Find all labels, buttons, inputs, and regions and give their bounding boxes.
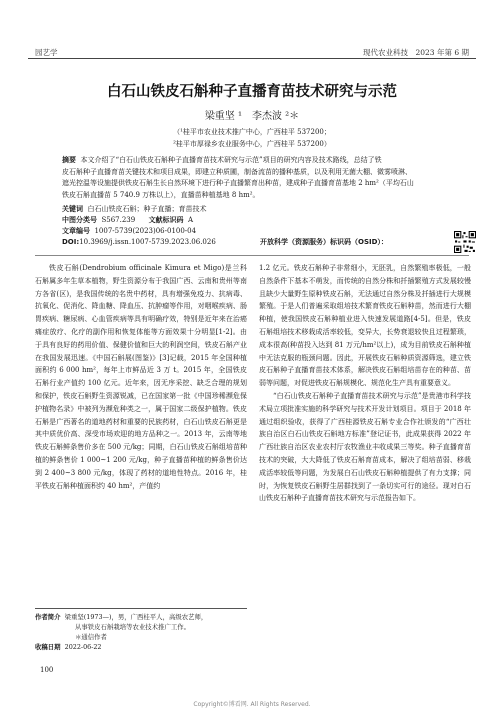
- body-right-column: [259, 262, 471, 505]
- author-bio-cont: 从事铁皮石斛栽培等农业技术推广工作。: [75, 623, 191, 631]
- doc-code-label: 文献标识码: [148, 216, 184, 224]
- osid-label: 开放科学（资源服务）标识码（OSID）：: [260, 238, 388, 246]
- abstract-line: 遮光控温等设施提供铁皮石斛生长自然环境下进行种子直播繁育出种苗，建成种子直播育苗基地 2 hm²（平均石山: [62, 179, 414, 187]
- author-bio: 梁重坚(1973—)，男，广西桂平人，高级农艺师，: [64, 613, 208, 621]
- abstract-line: 本文介绍了“白石山铁皮石斛种子直播育苗技术研究与示范”项目的研究内容及技术路线，总结了铁: [80, 156, 382, 164]
- received-label: 收稿日期: [35, 643, 61, 651]
- corresponding-author: ＊通信作者: [75, 633, 107, 641]
- body-right-para-1: 1.2 亿元。铁皮石斛种子非常细小，无胚乳，自然繁殖率极低，一般自然条件下基本不萌发，而传统的自然分株和扦插繁殖方式发展较慢且缺少大量野生原种铁皮石斛，无法通过自然分株及扦插进行大规模繁殖。于是人们普遍采取组培技术繁育铁皮石斛种苗，然而进行大棚种植，使我国铁皮石斛种植业进入快速发展道路[4-5]。但是，铁皮石斛组培技术移栽成活率较低，变异大，长势衰退较快且过程繁琐，成本很高(种苗投入达到 81 万元/hm²以上)，成为目前铁皮石斛种植中无法克服的瓶颈问题。因此，开展铁皮石斛种质资源筛选，建立铁皮石斛种子直播育苗技术体系，解决铁皮石斛组培苗存在的种苗、苗弱等问题，对促进铁皮石斛规模化、规范化生产具有重要意义。: [259, 264, 471, 388]
- abstract-line: 铁皮石斛直播苗 5 740.9 万株以上），直播苗种植基地 8 hm²。: [62, 190, 260, 199]
- abstract: [62, 155, 452, 201]
- doc-code-value: A: [188, 216, 194, 224]
- clc-value: S567.239: [101, 216, 136, 224]
- article-no-value: 1007-5739(2023)06-0100-04: [94, 227, 197, 235]
- footnote: [35, 612, 247, 652]
- keywords-label: 关键词: [62, 205, 83, 213]
- body-left-column: 铁皮石斛(Dendrobium officinale Kimura et Migo)是兰科石斛属多年生草本植物，野生资源分布于我国广西、云南和贵州等南方各省(区)，是我国传统的名贵中药材，具有增强免疫力、抗病毒、抗氧化、促消化、降血糖、降血压、抗肿瘤等作用，对咽喉疾病、肠胃疾病、糖尿病、心血管疾病等具有明确疗效，特别是近年来在治癌痛症放疗、化疗的副作用和恢复体能等方面效果十分明显[1-2]。由于具有良好的药用价值、保健价值和巨大的利润空间，铁皮石斛产业在我国发展迅速。《中国石斛展(图鉴)》[3]记载，2015 年全国种植面积约 6 000 hm²，每年上市鲜品近 3 万 t。2015 年，全国铁皮石斛行业产值约 100 亿元。近年来，因无序采挖、缺乏合理的规划和保护，铁皮石斛野生资源锐减，已在国家第一批《中国珍稀濒危保护植物名录》中被列为濒危种类之一，属于国家二级保护植物。铁皮石斛是广西著名的道地药材和重要的民族药材，白石山铁皮石斛更是其中质优价高、深受市场欢迎的地方品种之一。2013 年，云南等地铁皮石斛鲜条售价多在 500 元/kg；同期，白石山铁皮石斛组培苗种植的鲜条售价 1 000~1 200 元/kg，种子直播苗种植的鲜条售价达到 2 400~3 800 元/kg，体现了药材的道地性特点。2016 年，桂平铁皮石斛种植面积约 40 hm²，产值约: [35, 264, 247, 490]
- clc-label: 中图分类号: [62, 216, 97, 224]
- keywords: [62, 204, 206, 216]
- abstract-label: 摘要: [62, 156, 76, 164]
- footnote-rule: [35, 608, 247, 609]
- keywords-text: 白石山铁皮石斛；种子直播；育苗技术: [87, 205, 207, 213]
- running-head-left: 园艺学: [35, 48, 58, 57]
- running-head-right: 现代农业科技 2023 年第 6 期: [362, 48, 469, 57]
- received-date: 2022-06-22: [64, 643, 102, 651]
- article-no-label: 文章编号: [62, 227, 90, 235]
- abstract-line: 皮石斛种子直播育苗关键技术和项目成果，即建立种质圃，制备流苗的播种基质，以及利用无菌大棚、微雾喷淋、: [62, 167, 412, 176]
- header-rule: [28, 58, 476, 59]
- affiliation-1: （¹桂平市农业技术推广中心，广西桂平 537200；: [173, 128, 331, 136]
- affiliation-2: ²桂平市厚禄乡农业服务中心，广西桂平 537200）: [173, 140, 331, 148]
- author-bio-label: 作者简介: [35, 613, 61, 621]
- body-rule: [35, 255, 469, 256]
- body-right-para-2: “白石山铁皮石斛种子直播育苗技术研究与示范”是贵港市科学技术局立项批准实施的科学研究与技术开发计划项目。项目于 2018 年通过组织验收，获得了广西桂源铁皮石斛专业合作社颁发的“广西壮族自治区白石山铁皮石斛地方标准”登记证书，此成果获得 2022 年广西壮族自治区农业农村厅农牧渔业丰收成果三等奖。种子直播育苗技术的突破，大大降低了铁皮石斛育苗成本，解决了组培苗弱、移栽成活率较低等问题，为发展白石山铁皮石斛种植提供了有力支撑；同时，为恢复铁皮石斛野生居群找到了一条切实可行的途径。现对白石山铁皮石斛种子直播育苗技术研究与示范报告如下。: [259, 391, 471, 503]
- copyright-watermark: Copyright©博看网. All Rights Reserved.: [193, 701, 311, 708]
- authors: 梁重坚 ¹ 李杰波 ²＊: [204, 111, 300, 122]
- article-no-line: [62, 226, 196, 238]
- clc-line: [62, 215, 193, 227]
- doi-value: 10.3969/j.issn.1007-5739.2023.06.026: [79, 238, 216, 246]
- page-number: 100: [40, 666, 54, 674]
- doi-label: DOI: [62, 238, 77, 246]
- article-title: 白石山铁皮石斛种子直播育苗技术研究与示范: [107, 84, 397, 100]
- doi-line: DOI:10.3969/j.issn.1007-5739.2023.06.026: [62, 238, 216, 246]
- qr-code-icon: [454, 231, 476, 253]
